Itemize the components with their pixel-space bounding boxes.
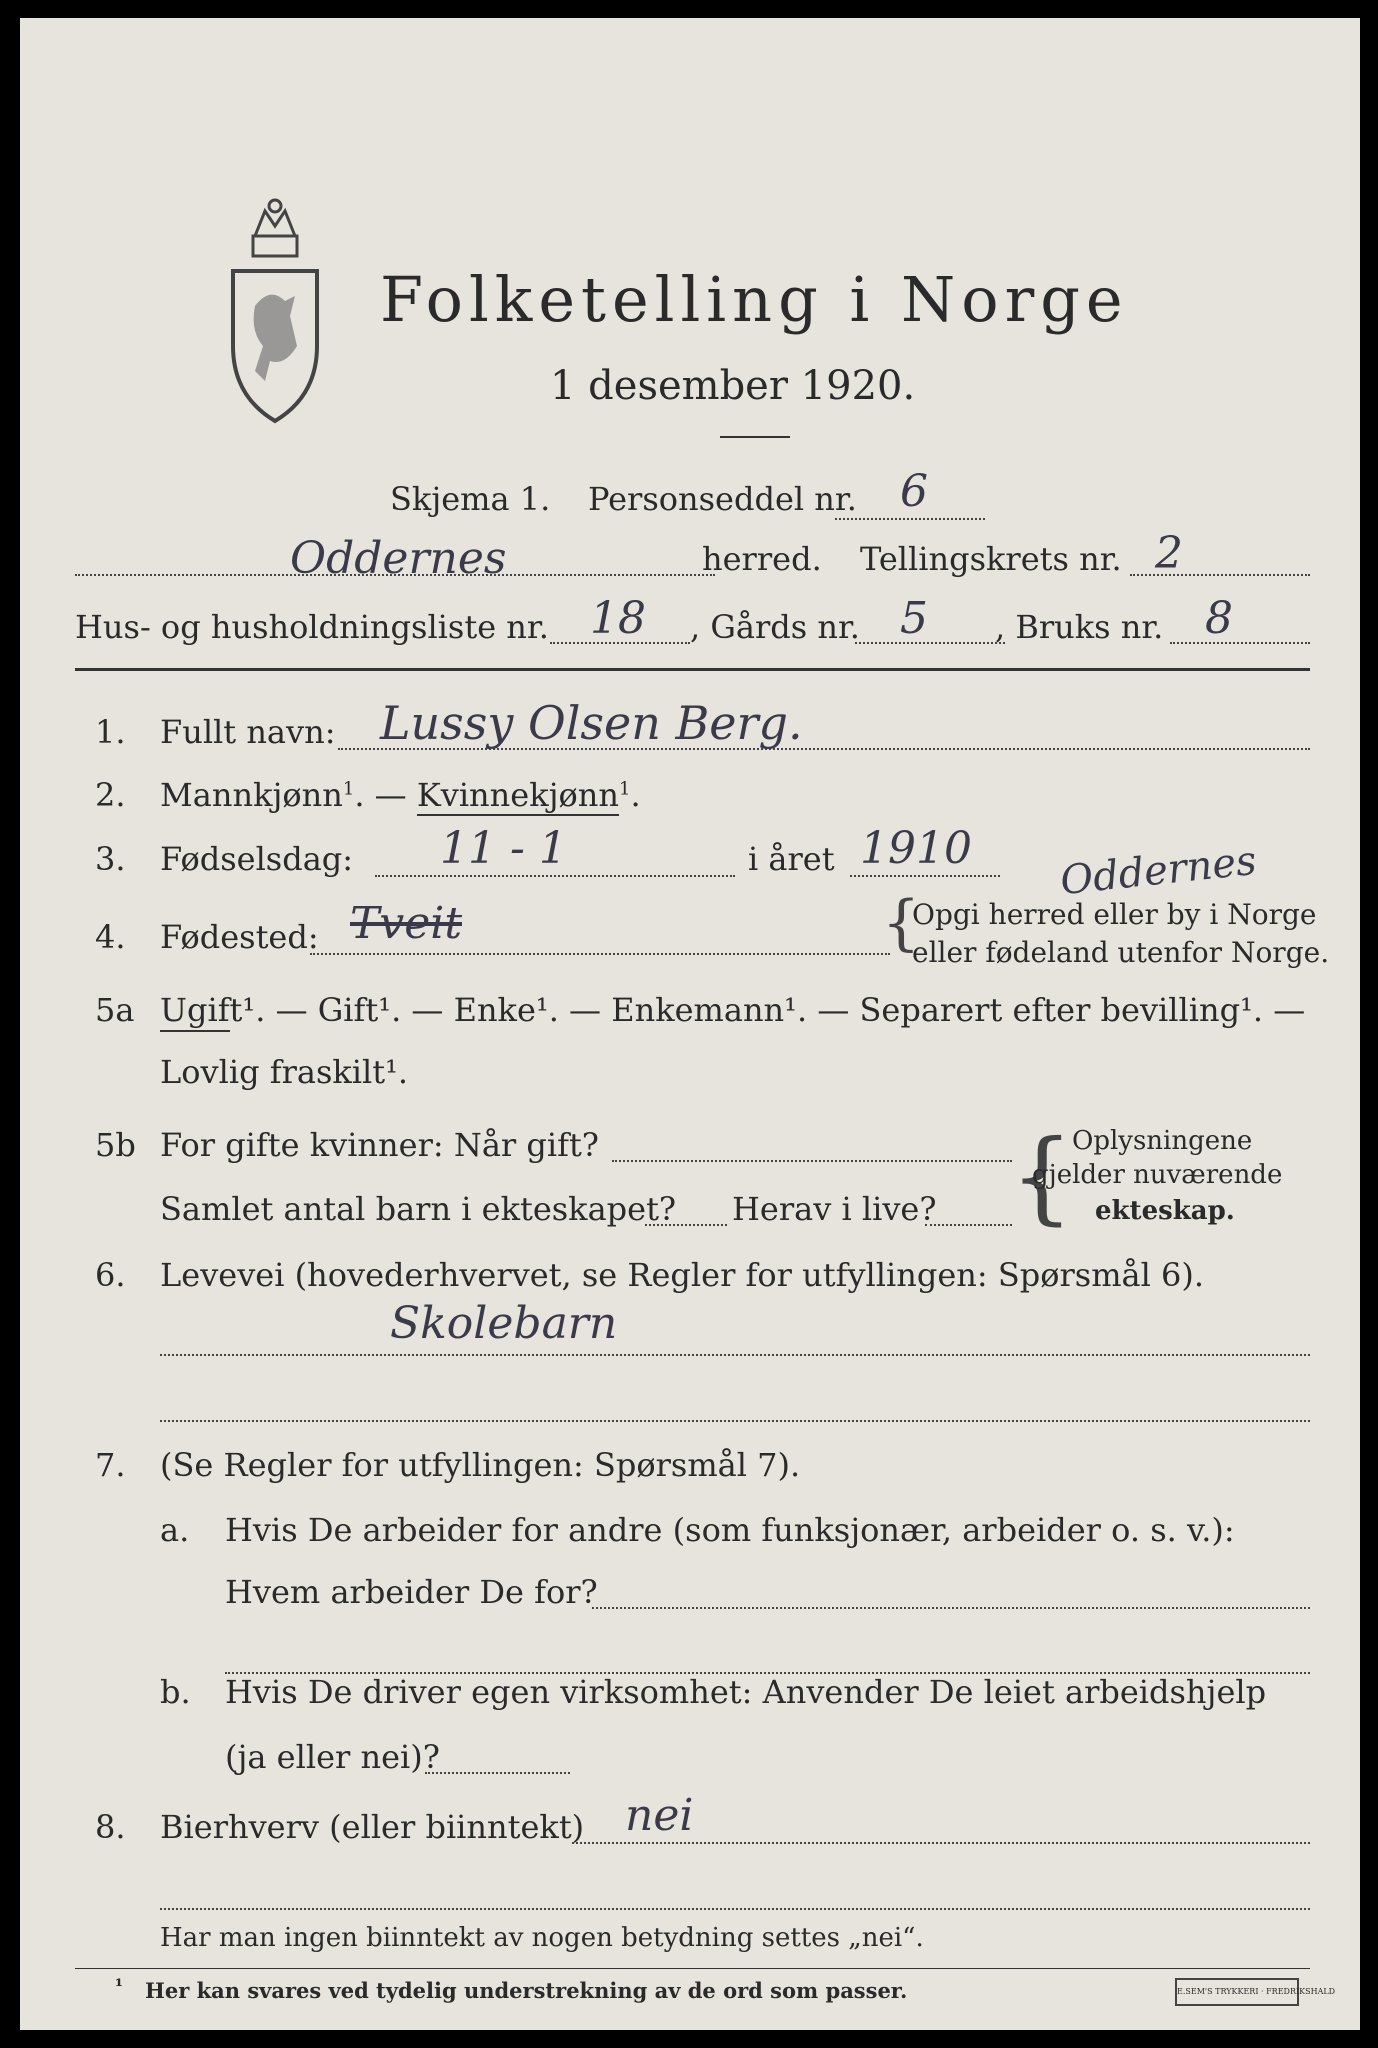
footnote-mark: ¹ [115, 1976, 123, 1997]
census-form [20, 18, 1360, 2030]
q7b-text: Hvis De driver egen virksomhet: Anvender De leiet arbeidshjelp [225, 1673, 1267, 1711]
form-title: Folketelling i Norge [380, 263, 1129, 336]
q7a-line-1 [592, 1607, 1310, 1609]
q6-line-1 [160, 1354, 1310, 1356]
q5b-alive-line [925, 1224, 1012, 1226]
q8-label: Bierhverv (eller biinntekt) [160, 1808, 585, 1846]
q2-number: 2. [95, 776, 126, 814]
husholdningsliste-value: 18 [590, 593, 646, 644]
q3-number: 3. [95, 840, 126, 878]
q8-value: nei [625, 1790, 694, 1841]
bruks-label: , Bruks nr. [995, 608, 1164, 646]
q5b-note-3: ekteskap. [1095, 1196, 1235, 1226]
q2-separator: . — [354, 776, 417, 814]
skjema-label: Skjema 1. [390, 480, 551, 518]
q7b-letter: b. [160, 1673, 191, 1711]
q3-line [375, 875, 735, 877]
q3-label: Fødselsdag: [160, 840, 354, 878]
personseddel-line [835, 518, 985, 520]
q7b-line [425, 1772, 570, 1774]
q4-value: Tveit [350, 898, 462, 949]
q2-option-male: Mannkjønn [160, 776, 343, 814]
biinntekt-note: Har man ingen biinntekt av nogen betydning settes „nei“. [160, 1923, 924, 1953]
title-divider [720, 436, 790, 438]
q4-label: Fødested: [160, 918, 319, 956]
gards-line [855, 642, 1005, 644]
q5b-number: 5b [95, 1126, 136, 1164]
q5b-note-1: Oplysningene [1072, 1126, 1253, 1156]
q3-extra-annotation: Oddernes [1058, 837, 1259, 905]
q4-number: 4. [95, 918, 126, 956]
q7a-text: Hvis De arbeider for andre (som funksjonær, arbeider o. s. v.): [225, 1511, 1235, 1549]
q6-number: 6. [95, 1256, 126, 1294]
q6-value: Skolebarn [390, 1298, 618, 1349]
herred-value: Oddernes [290, 533, 507, 584]
q8-line-2 [160, 1908, 1310, 1910]
q2-options: Mannkjønn$^1$. — Kvinnekjønn$^1$. [160, 776, 641, 814]
q4-line [310, 953, 890, 955]
q5a-line-2: Lovlig fraskilt¹. [160, 1053, 409, 1091]
q3-year-label: i året [748, 840, 835, 878]
q7-label: (Se Regler for utfyllingen: Spørsmål 7). [160, 1446, 801, 1484]
q5b-children-line [645, 1224, 727, 1226]
gards-label: , Gårds nr. [690, 608, 860, 646]
q5b-line-1: For gifte kvinner: Når gift? [160, 1126, 599, 1164]
q5a-number: 5a [95, 991, 135, 1029]
q1-number: 1. [95, 713, 126, 751]
q8-line [572, 1842, 1310, 1844]
q7a-letter: a. [160, 1511, 190, 1549]
q7b-question: (ja eller nei)? [225, 1738, 440, 1776]
q5b-married-line [612, 1160, 1012, 1162]
q7-number: 7. [95, 1446, 126, 1484]
tellingskrets-value: 2 [1155, 528, 1183, 579]
q3-value: 11 - 1 [440, 823, 567, 874]
q6-line-2 [160, 1420, 1310, 1422]
q4-note-2: eller fødeland utenfor Norge. [912, 936, 1330, 969]
q5b-children-label: Samlet antal barn i ekteskapet? [160, 1190, 677, 1228]
q5b-alive-label: Herav i live? [732, 1190, 937, 1228]
husholdningsliste-label: Hus- og husholdningsliste nr. [75, 608, 549, 646]
q1-value: Lussy Olsen Berg. [380, 696, 803, 750]
bruks-line [1170, 642, 1310, 644]
q8-number: 8. [95, 1808, 126, 1846]
printer-stamp: E.SEM'S TRYKKERI · FREDRIKSHALD [1175, 1978, 1299, 2006]
q7a-question: Hvem arbeider De for? [225, 1573, 598, 1611]
herred-label: herred. [702, 540, 822, 578]
q1-label: Fullt navn: [160, 713, 336, 751]
gards-value: 5 [900, 593, 928, 644]
personseddel-value: 6 [900, 466, 928, 517]
bruks-value: 8 [1205, 593, 1233, 644]
tellingskrets-label: Tellingskrets nr. [860, 540, 1122, 578]
footnote-text: Her kan svares ved tydelig understrekning av de ord som passer. [145, 1978, 908, 2003]
personseddel-label: Personseddel nr. [588, 480, 857, 518]
q3-year-line [850, 875, 1000, 877]
q4-brace: { [882, 888, 921, 958]
footer-divider [75, 1968, 1310, 1969]
q6-label: Levevei (hovederhvervet, se Regler for utfyllingen: Spørsmål 6). [160, 1256, 1205, 1294]
q4-note-1: Opgi herred eller by i Norge [912, 898, 1317, 931]
header-divider [75, 668, 1310, 671]
q3-year-value: 1910 [860, 823, 972, 874]
census-date: 1 desember 1920. [550, 363, 916, 409]
q5b-brace: { [1010, 1118, 1074, 1235]
q5a-ugift-underline [160, 1030, 230, 1032]
q5a-line-1: Ugift¹. — Gift¹. — Enke¹. — Enkemann¹. — Separert efter bevilling¹. — [160, 991, 1306, 1029]
q2-end: . [630, 776, 641, 814]
coat-of-arms-icon [225, 196, 325, 426]
q5b-note-2: gjelder nuværende [1032, 1160, 1283, 1190]
q2-option-female: Kvinnekjønn [416, 776, 619, 814]
